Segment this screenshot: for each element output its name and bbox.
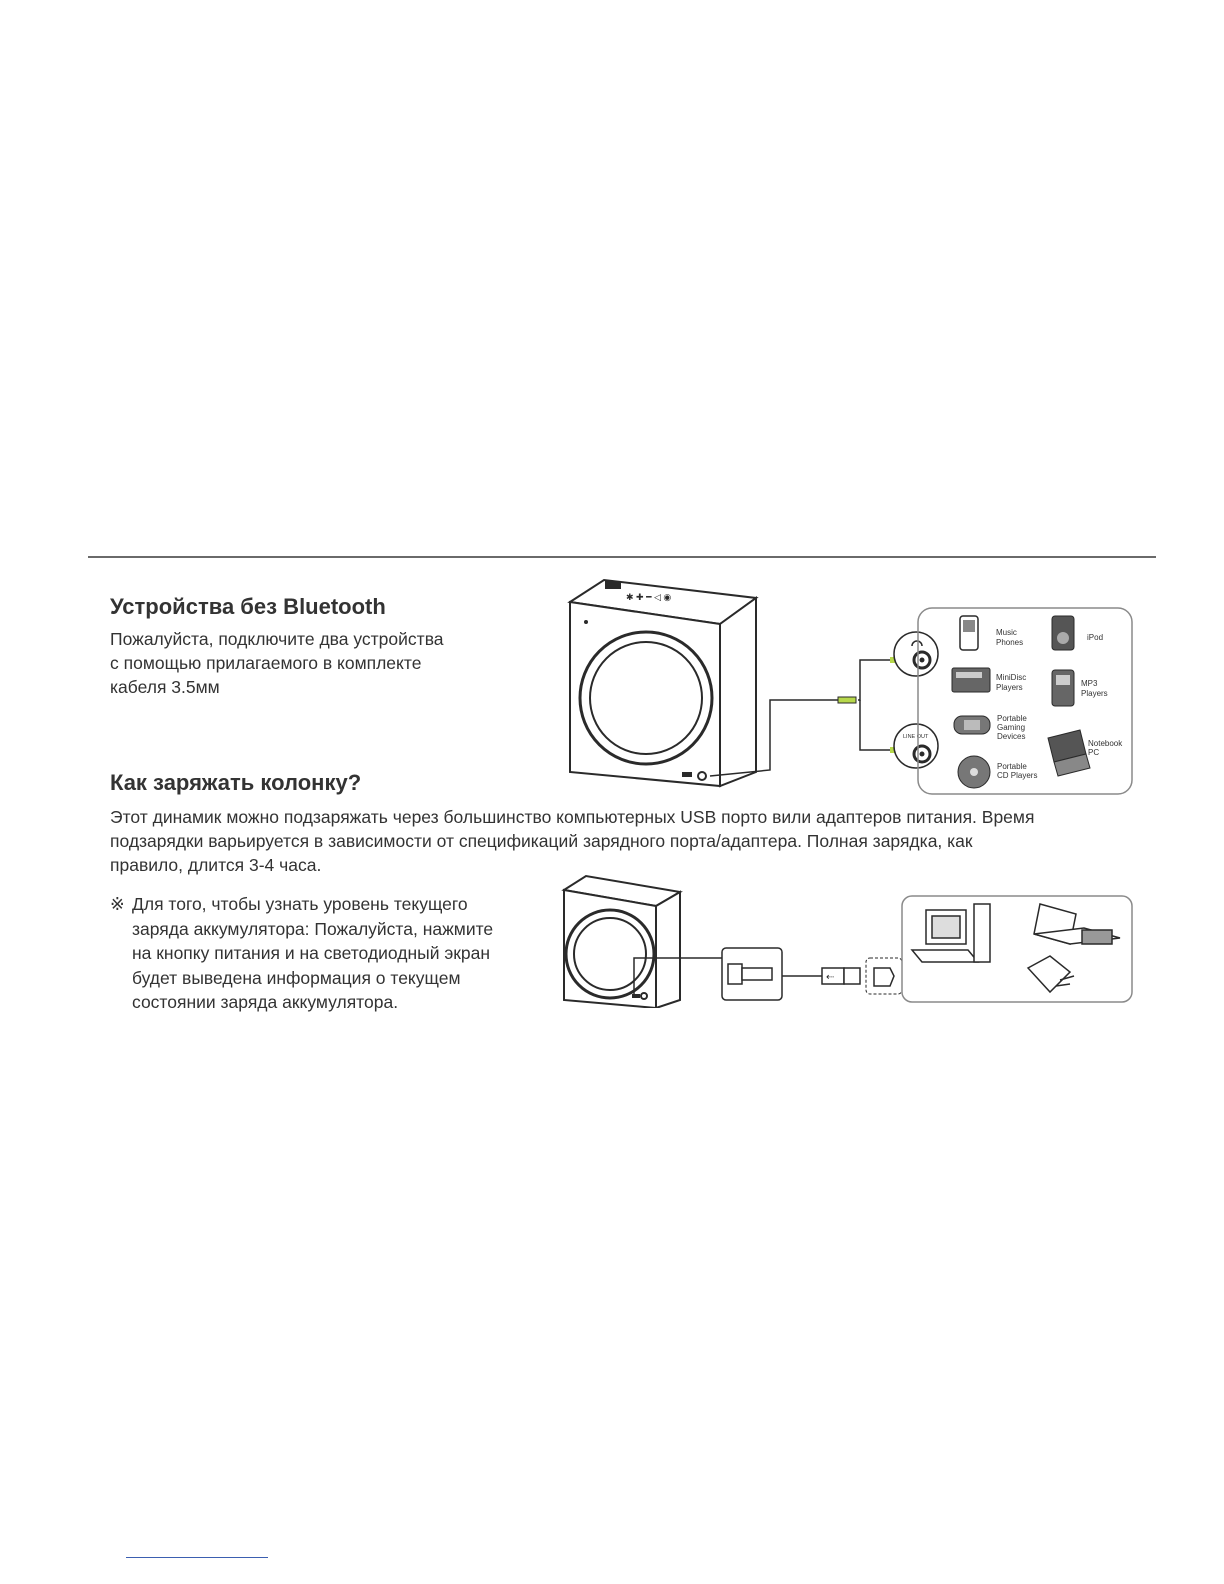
nonbt-line-3: кабеля 3.5мм	[110, 677, 220, 697]
music-phone-icon	[960, 616, 978, 650]
device-label: Phones	[996, 638, 1024, 647]
charge-line-3: правило, длится 3-4 часа.	[110, 855, 322, 875]
notebook-icon	[1048, 730, 1090, 776]
note-line-4: будет выведена информация о текущем	[132, 967, 461, 988]
laptop-icon	[1034, 904, 1120, 944]
device-label: Players	[1081, 689, 1108, 698]
device-label: Portable	[997, 714, 1027, 723]
section-divider	[88, 556, 1156, 558]
note-mark: ※	[110, 894, 125, 914]
footer-link-line	[126, 1557, 268, 1558]
headphone-jack-icon	[894, 632, 938, 676]
usb-port-icon	[866, 958, 902, 994]
minidisc-player-icon	[952, 668, 990, 692]
audio-connection-diagram	[560, 576, 1140, 796]
desktop-computer-icon	[912, 904, 990, 962]
charge-line-1: Этот динамик можно подзаряжать через большинство компьютерных USB порто вили адаптеров питания. Время	[110, 807, 1035, 827]
device-label: MP3	[1081, 679, 1098, 688]
device-label: Notebook	[1088, 739, 1123, 748]
note-line-2: заряда аккумулятора: Пожалуйста, нажмите	[132, 918, 494, 939]
note-line-5: состоянии заряда аккумулятора.	[132, 992, 399, 1012]
gaming-device-icon	[954, 716, 990, 734]
power-adapter-icon	[1028, 956, 1074, 992]
charge-heading: Как заряжать колонку?	[110, 770, 362, 795]
svg-text:✱ ✚ ━ ◁ ◉: ✱ ✚ ━ ◁ ◉	[626, 592, 672, 602]
device-label: PC	[1088, 748, 1100, 757]
device-label: Gaming	[997, 723, 1026, 732]
svg-text:⇠: ⇠	[826, 972, 835, 983]
line-out-label: LINE OUT	[903, 734, 929, 740]
nonbt-heading: Устройства без Bluetooth	[110, 594, 386, 619]
device-label: MiniDisc	[996, 673, 1027, 682]
device-label: Portable	[997, 762, 1027, 771]
ipod-icon	[1052, 616, 1074, 650]
usb-charging-diagram	[560, 872, 1140, 1008]
speaker-icon	[570, 580, 756, 786]
device-label: Music	[996, 628, 1017, 637]
cd-player-icon	[958, 756, 990, 788]
charge-line-2: подзарядки варьируется в зависимости от спецификаций зарядного порта/адаптера. Полная зарядка, как	[110, 831, 973, 851]
mp3-player-icon	[1052, 670, 1074, 706]
battery-note	[110, 892, 550, 1015]
note-line-1: Для того, чтобы узнать уровень текущего	[132, 894, 468, 914]
device-label: Devices	[997, 732, 1026, 741]
note-line-3: на кнопку питания и на светодиодный экран	[132, 943, 491, 963]
device-label: iPod	[1087, 633, 1104, 642]
speaker-icon	[564, 876, 680, 1008]
nonbt-line-1: Пожалуйста, подключите два устройства	[110, 629, 444, 649]
device-label: Players	[996, 683, 1023, 692]
nonbt-line-2: с помощью прилагаемого в комплекте	[110, 653, 422, 673]
device-label: CD Players	[997, 771, 1038, 780]
line-out-jack-icon	[894, 724, 938, 768]
